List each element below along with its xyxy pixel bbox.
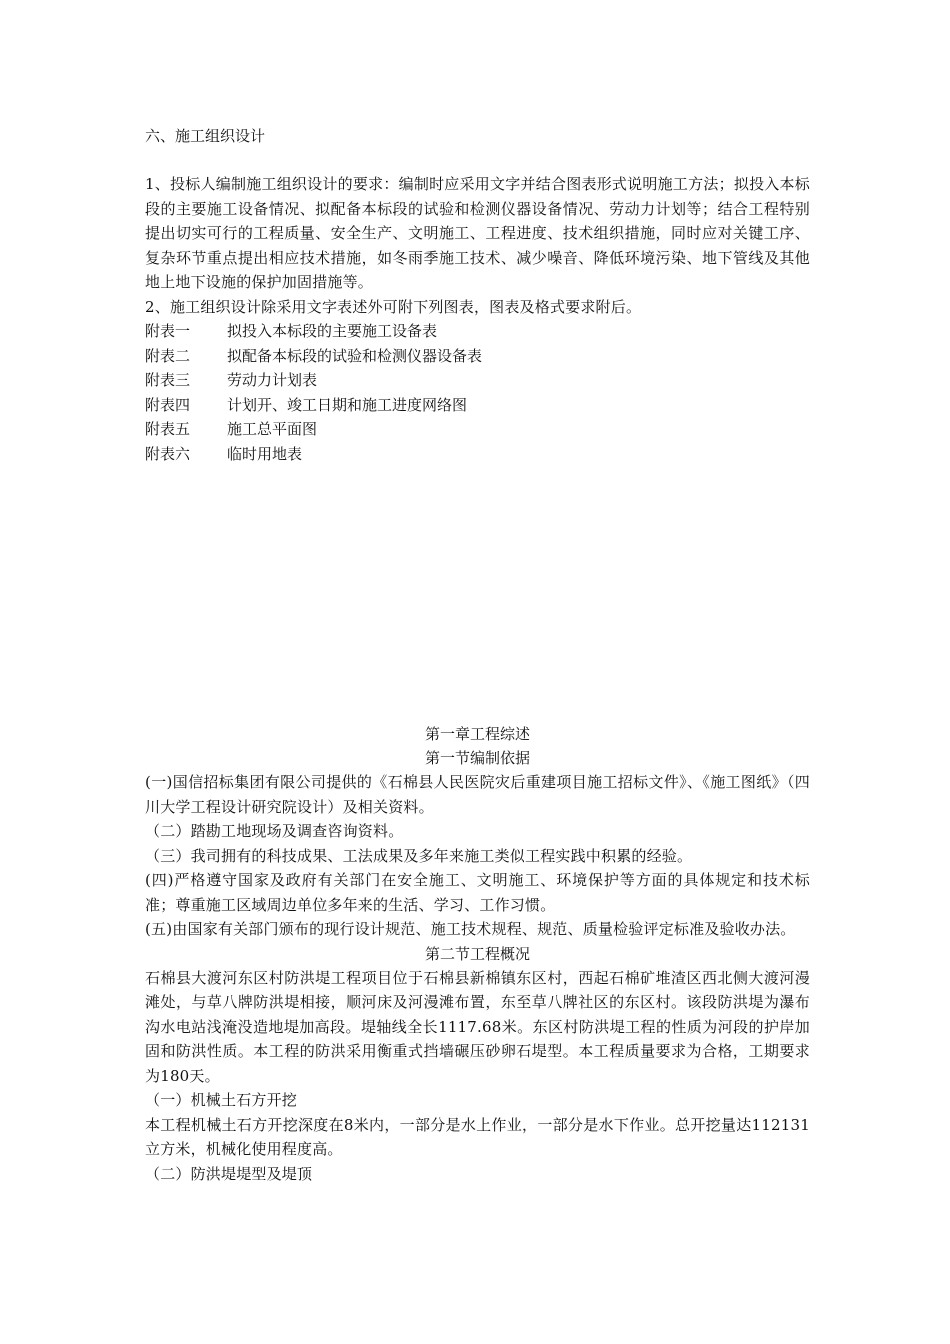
overview-paragraph: 石棉县大渡河东区村防洪堤工程项目位于石棉县新棉镇东区村，西起石棉矿堆渣区西北侧大渡河漫滩处，与草八牌防洪堤相接，顺河床及河漫滩布置，东至草八牌社区的东区村。该段防洪堤为瀑布沟水电站浅淹没造地堤加高段。堤轴线全长1117.68米。东区村防洪堤工程的性质为河段的护岸加固和防洪性质。本工程的防洪采用衡重式挡墙碾压砂卵石堤型。本工程质量要求为合格，工期要求为180天。 <box>145 968 810 1085</box>
appendix-item <box>145 368 810 393</box>
basis-item: (一)国信招标集团有限公司提供的《石棉县人民医院灾后重建项目施工招标文件》、《施工图纸》（四川大学工程设计研究院设计）及相关资料。 <box>145 773 810 816</box>
appendix-item <box>145 442 810 467</box>
appendix-label: 附表六 <box>145 444 191 463</box>
excavation-paragraph: 本工程机械土石方开挖深度在8米内，一部分是水上作业，一部分是水下作业。总开挖量达112131立方米，机械化使用程度高。 <box>145 1115 810 1158</box>
basis-item: （三）我司拥有的科技成果、工法成果及多年来施工类似工程实践中积累的经验。 <box>145 846 693 865</box>
section-heading: 六、施工组织设计 <box>145 127 266 145</box>
basis-item: （二）踏勘工地现场及调查咨询资料。 <box>145 822 404 840</box>
appendix-title: 计划开、竣工日期和施工进度网络图 <box>227 395 468 414</box>
requirements-paragraph: 1、投标人编制施工组织设计的要求：编制时应采用文字并结合图表形式说明施工方法；拟投入本标段的主要施工设备情况、拟配备本标段的试验和检测仪器设备情况、劳动力计划等；结合工程特别提出切实可行的工程质量、安全生产、文明施工、工程进度、技术组织措施，同时应对关键工序、复杂环节重点提出相应技术措施，如冬雨季施工技术、减少噪音、降低环境污染、地下管线及其他地上地下设施的保护加固措施等。 <box>145 175 810 291</box>
subsection-title: （一）机械土石方开挖 <box>145 1091 298 1109</box>
appendix-label: 附表四 <box>145 395 191 414</box>
basis-item: (五)由国家有关部门颁布的现行设计规范、施工技术规程、规范、质量检验评定标准及验收办法。 <box>145 920 796 938</box>
appendix-title: 拟配备本标段的试验和检测仪器设备表 <box>227 346 483 365</box>
appendix-title: 施工总平面图 <box>227 420 318 438</box>
appendix-label: 附表二 <box>145 346 191 365</box>
subsection-title: （二）防洪堤堤型及堤顶 <box>145 1164 313 1183</box>
appendix-item <box>145 417 810 442</box>
section-construction-organization <box>145 124 810 466</box>
appendix-label: 附表三 <box>145 371 191 389</box>
appendix-label: 附表一 <box>145 322 191 340</box>
appendix-list <box>145 319 810 466</box>
appendix-item <box>145 393 810 418</box>
appendix-intro-paragraph: 2、施工组织设计除采用文字表述外可附下列图表，图表及格式要求附后。 <box>145 297 642 316</box>
chapter-one <box>145 722 810 1186</box>
appendix-title: 临时用地表 <box>227 444 303 463</box>
appendix-item <box>145 344 810 369</box>
appendix-title: 拟投入本标段的主要施工设备表 <box>227 322 438 340</box>
appendix-label: 附表五 <box>145 420 191 438</box>
appendix-item <box>145 319 810 344</box>
section-title-basis: 第一节编制依据 <box>424 749 530 767</box>
chapter-title: 第一章工程综述 <box>424 725 530 743</box>
appendix-title: 劳动力计划表 <box>227 371 318 389</box>
section-title-overview: 第二节工程概况 <box>424 944 530 963</box>
basis-item: (四)严格遵守国家及政府有关部门在安全施工、文明施工、环境保护等方面的具体规定和技术标准；尊重施工区域周边单位多年来的生活、学习、工作习惯。 <box>145 871 810 914</box>
